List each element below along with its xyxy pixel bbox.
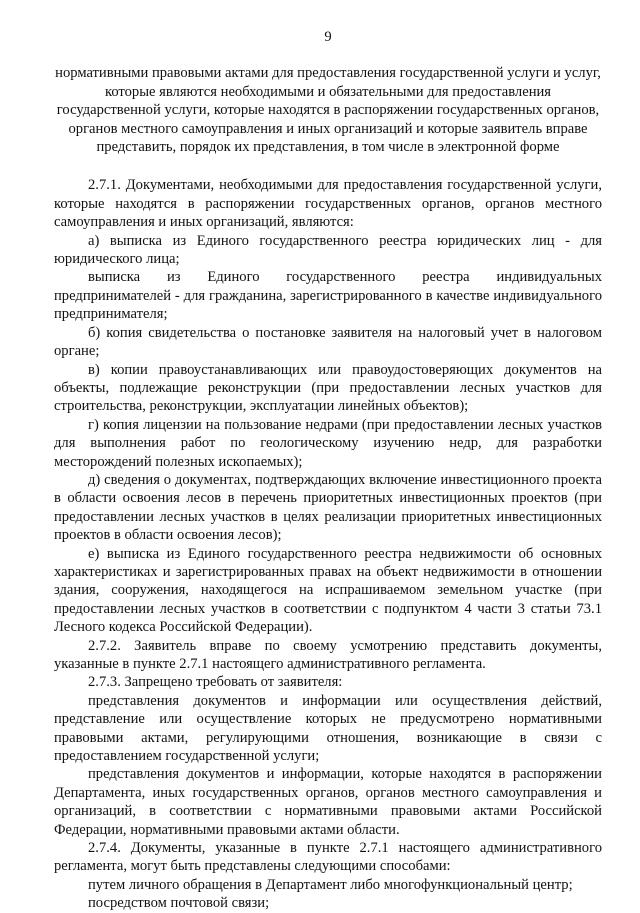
paragraph-item-e: е) выписка из Единого государственного реестра недвижимости об основных характеристиках и зарегистрированных правах на объект недвижимости в отношении здания, сооружения, находящегося на испрашиваемом земельном участке (при предоставлении лесных участков в соответствии с подпунктом 4 части 3 статьи 73.1 Лесного кодекса Российской Федерации). [54, 545, 602, 636]
paragraph-item-v: в) копии правоустанавливающих или правоудостоверяющих документов на объекты, подлежащие реконструкции (при предоставлении лесных участков для строительства, реконструкции, эксплуатации линейных объектов); [54, 361, 602, 415]
paragraph-item-b: б) копия свидетельства о постановке заявителя на налоговый учет в налоговом органе; [54, 324, 602, 360]
page-number: 9 [324, 29, 332, 45]
paragraph-2-7-3: 2.7.3. Запрещено требовать от заявителя: [88, 674, 343, 691]
paragraph-item-a: а) выписка из Единого государственного реестра юридических лиц - для юридического лица; [54, 232, 602, 268]
paragraph-2-7-1: 2.7.1. Документами, необходимыми для предоставления государственной услуги, которые находятся в распоряжении государственных органов, органов местного самоуправления и иных организаций, являются: [54, 177, 602, 231]
paragraph-prohibition-1: представления документов и информации или осуществления действий, представление или осуществление которых не предусмотрено нормативными правовыми актами, регулирующими отношения, возникающие в связи с предоставлением государственной услуги; [54, 692, 602, 765]
paragraph-prohibition-2: представления документов и информации, которые находятся в распоряжении Департамента, иных государственных органов, органов местного самоуправления и организаций, в соответствии с нормативными правовыми актами Российской Федерации, нормативными правовыми актами области. [54, 766, 602, 838]
paragraph-2-7-2: 2.7.2. Заявитель вправе по своему усмотрению представить документы, указанные в пункте 2.7.1 настоящего административного регламента. [54, 637, 602, 672]
paragraph-method-post: посредством почтовой связи; [88, 895, 270, 912]
section-heading: нормативными правовыми актами для предоставления государственной услуги и услуг, которые являются необходимыми и обязательными для предоставления государственной услуги, которые находятся в распоряжении государственных органов, органов местного самоуправления и иных организаций и которые заявитель вправе представить, порядок их представления, в том числе в электронной форме [55, 65, 601, 156]
paragraph-2-7-4: 2.7.4. Документы, указанные в пункте 2.7.1 настоящего административного регламента, могут быть представлены следующими способами: [54, 840, 602, 875]
paragraph-item-a-ip: выписка из Единого государственного реестра индивидуальных предпринимателей - для гражданина, зарегистрированного в качестве индивидуального предпринимателя; [54, 269, 602, 323]
paragraph-method-personal: путем личного обращения в Департамент либо многофункциональный центр; [88, 876, 573, 893]
paragraph-item-d: д) сведения о документах, подтверждающих включение инвестиционного проекта в области освоения лесов в перечень приоритетных инвестиционных проектов (при предоставлении лесных участков в целях реализации приоритетных инвестиционных проектов в области освоения лесов); [54, 471, 602, 544]
paragraph-item-g: г) копия лицензии на пользование недрами (при предоставлении лесных участков для выполнения работ по геологическому изучению недр, для разработки месторождений полезных ископаемых); [54, 416, 602, 470]
